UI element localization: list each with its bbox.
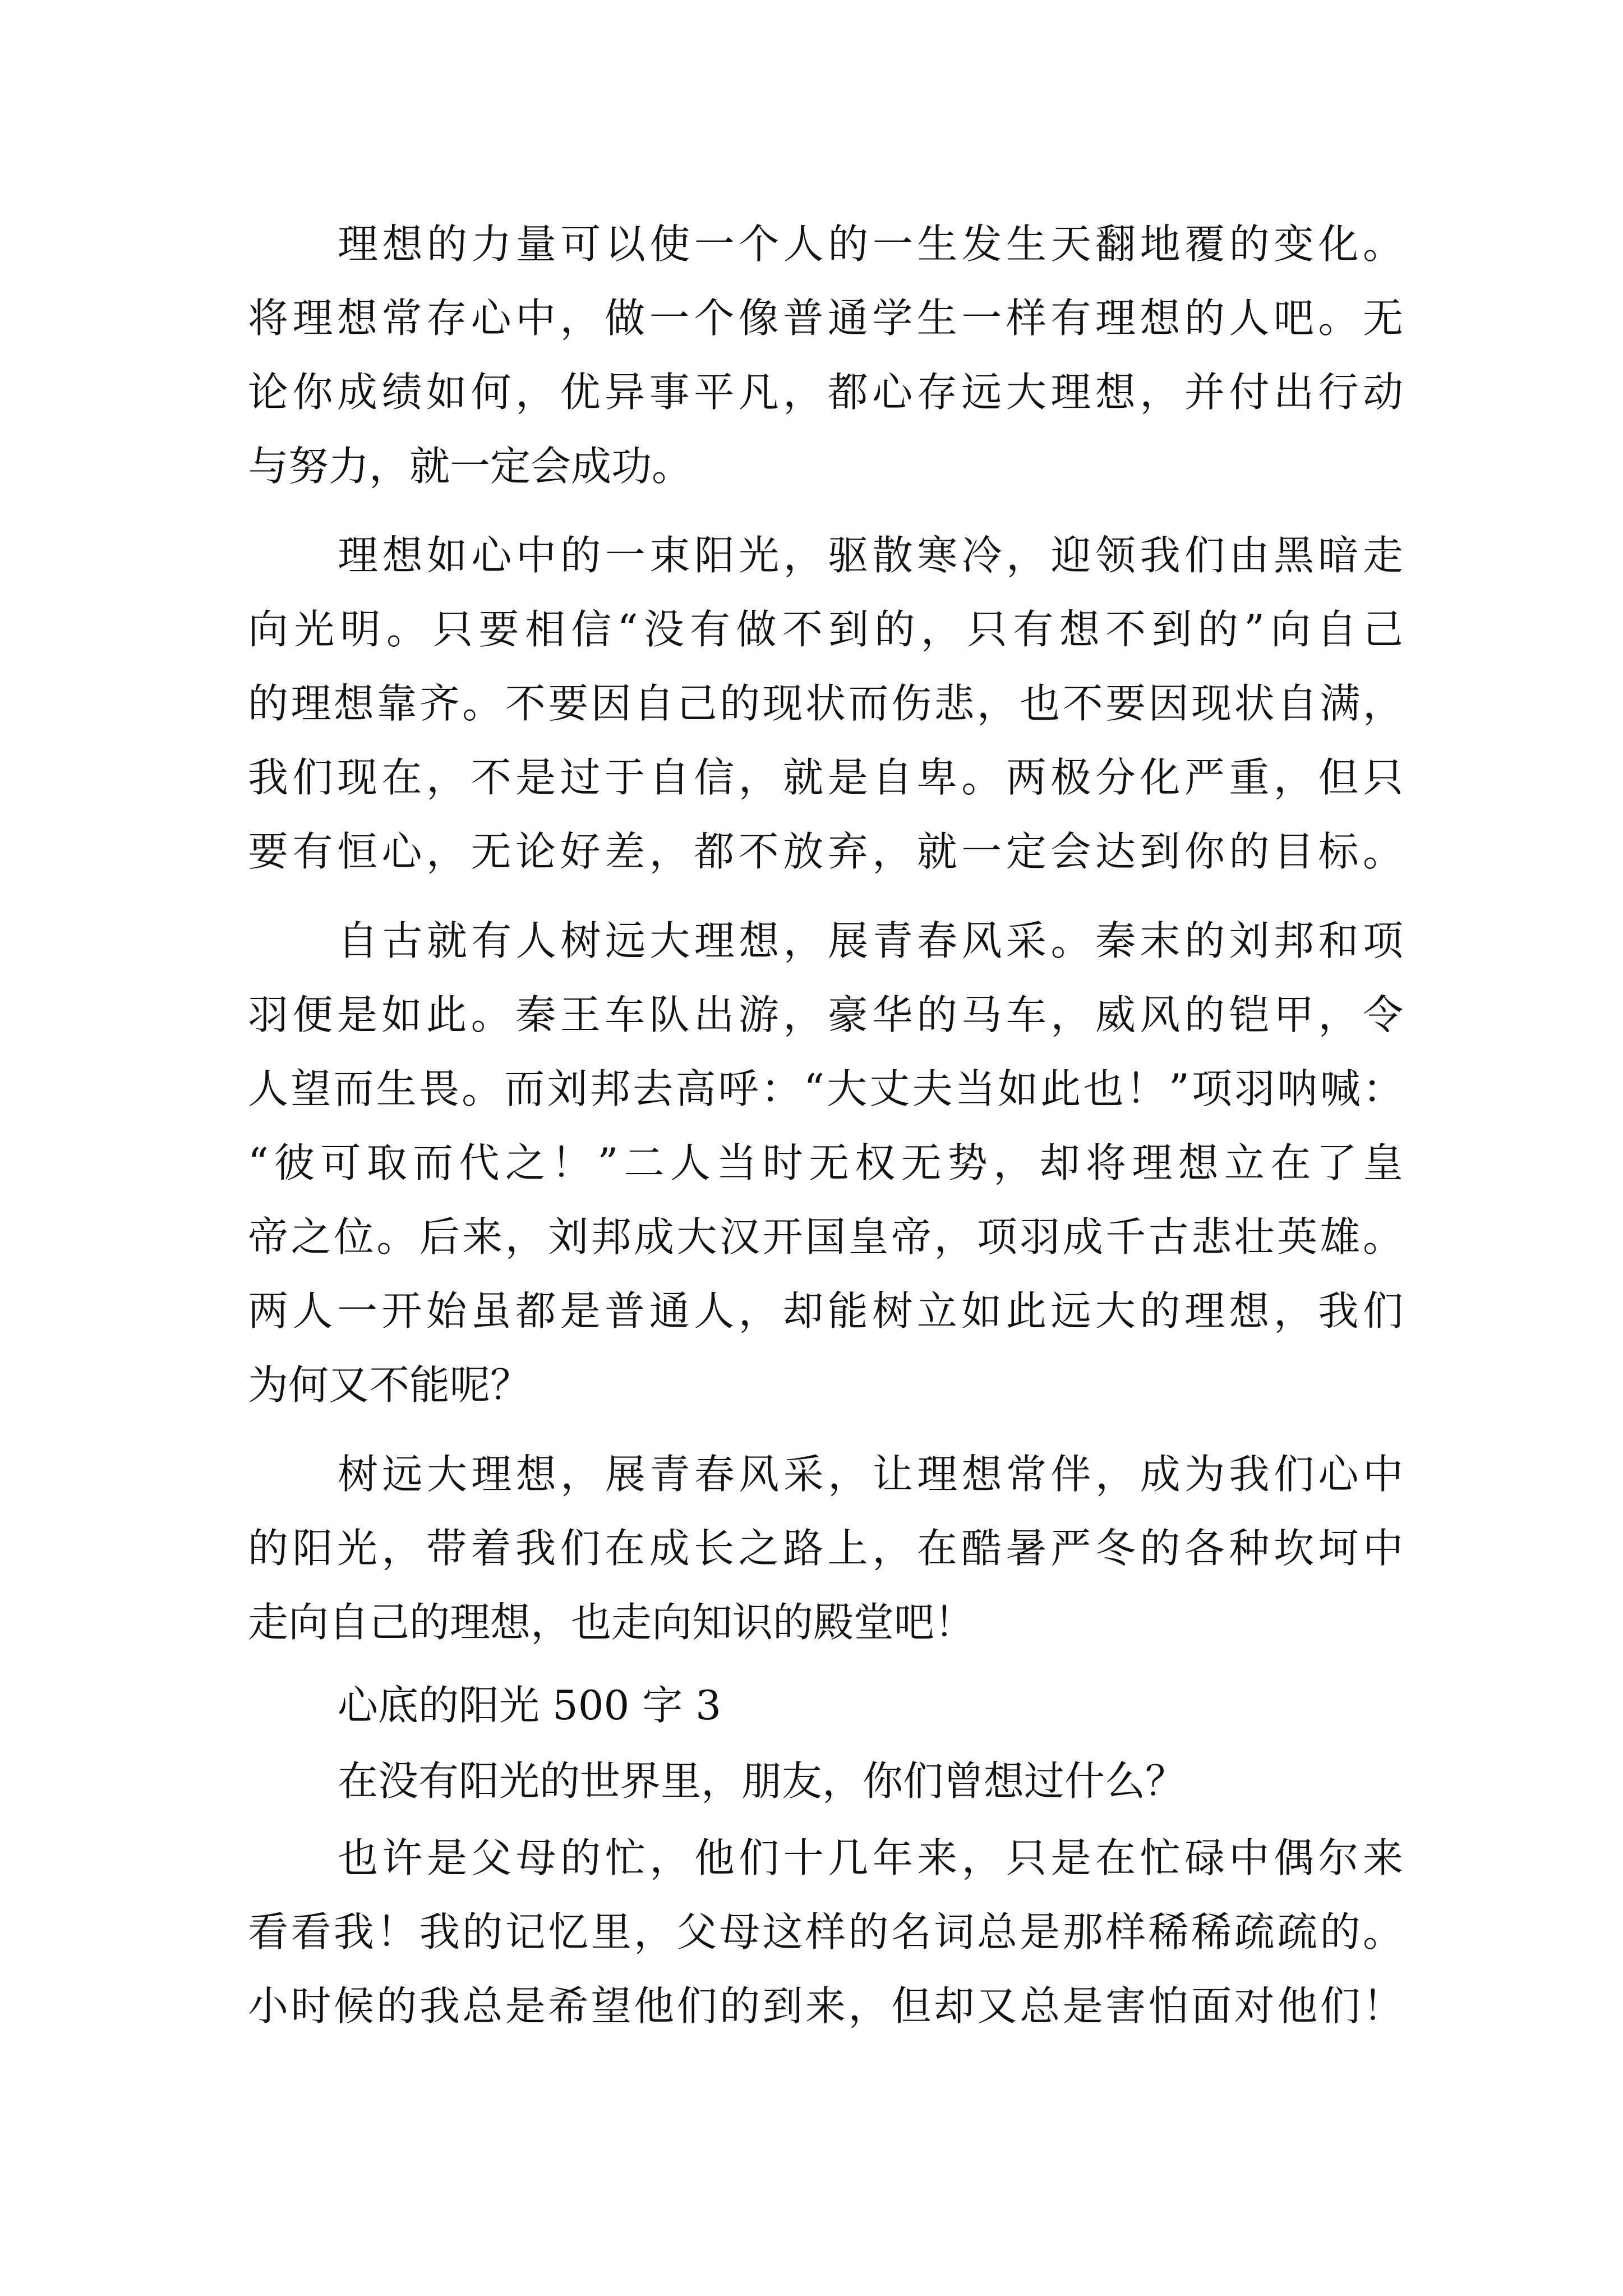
paragraph-3-line-5: 帝之位。后来，刘邦成大汉开国皇帝，项羽成千古悲壮英雄。	[248, 1213, 1403, 1260]
paragraph-3-line-3: 人望而生畏。而刘邦去高呼：“大丈夫当如此也！”项羽呐喊：	[248, 1065, 1403, 1112]
paragraph-4-line-2: 的阳光，带着我们在成长之路上，在酷暑严冬的各种坎坷中	[248, 1525, 1403, 1572]
paragraph-3-line-2: 羽便是如此。秦王车队出游，豪华的马车，威风的铠甲，令	[248, 991, 1403, 1038]
paragraph-7-line-3: 小时候的我总是希望他们的到来，但却又总是害怕面对他们！	[248, 1982, 1403, 2030]
paragraph-1-line-3: 论你成绩如何，优异事平凡，都心存远大理想，并付出行动	[248, 369, 1403, 416]
paragraph-3-line-7: 为何又不能呢？	[248, 1361, 531, 1409]
paragraph-4-line-3: 走向自己的理想，也走向知识的殿堂吧！	[248, 1599, 975, 1646]
paragraph-3-line-4: “彼可取而代之！”二人当时无权无势，却将理想立在了皇	[248, 1139, 1403, 1186]
paragraph-6-line-1: 在没有阳光的世界里，朋友，你们曾想过什么？	[338, 1757, 1186, 1805]
paragraph-4-line-1: 树远大理想，展青春风采，让理想常伴，成为我们心中	[338, 1451, 1403, 1498]
paragraph-1-line-2: 将理想常存心中，做一个像普通学生一样有理想的人吧。无	[248, 295, 1403, 342]
paragraph-1-line-1: 理想的力量可以使一个人的一生发生天翻地覆的变化。	[338, 220, 1403, 268]
section-heading: 心底的阳光 500 字 3	[338, 1682, 721, 1729]
paragraph-3-line-1: 自古就有人树远大理想，展青春风采。秦末的刘邦和项	[338, 917, 1403, 964]
paragraph-2-line-4: 我们现在，不是过于自信，就是自卑。两极分化严重，但只	[248, 754, 1403, 801]
paragraph-7-line-2: 看看我！我的记忆里，父母这样的名词总是那样稀稀疏疏的。	[248, 1908, 1403, 1955]
paragraph-2-line-1: 理想如心中的一束阳光，驱散寒冷，迎领我们由黑暗走	[338, 532, 1403, 579]
paragraph-2-line-3: 的理想靠齐。不要因自己的现状而伤悲，也不要因现状自满，	[248, 680, 1403, 727]
paragraph-3-line-6: 两人一开始虽都是普通人，却能树立如此远大的理想，我们	[248, 1287, 1403, 1335]
paragraph-2-line-2: 向光明。只要相信“没有做不到的，只有想不到的”向自己	[248, 606, 1403, 653]
paragraph-1-line-4: 与努力，就一定会成功。	[248, 443, 693, 490]
paragraph-2-line-5: 要有恒心，无论好差，都不放弃，就一定会达到你的目标。	[248, 828, 1403, 875]
paragraph-7-line-1: 也许是父母的忙，他们十几年来，只是在忙碌中偶尔来	[338, 1834, 1403, 1881]
